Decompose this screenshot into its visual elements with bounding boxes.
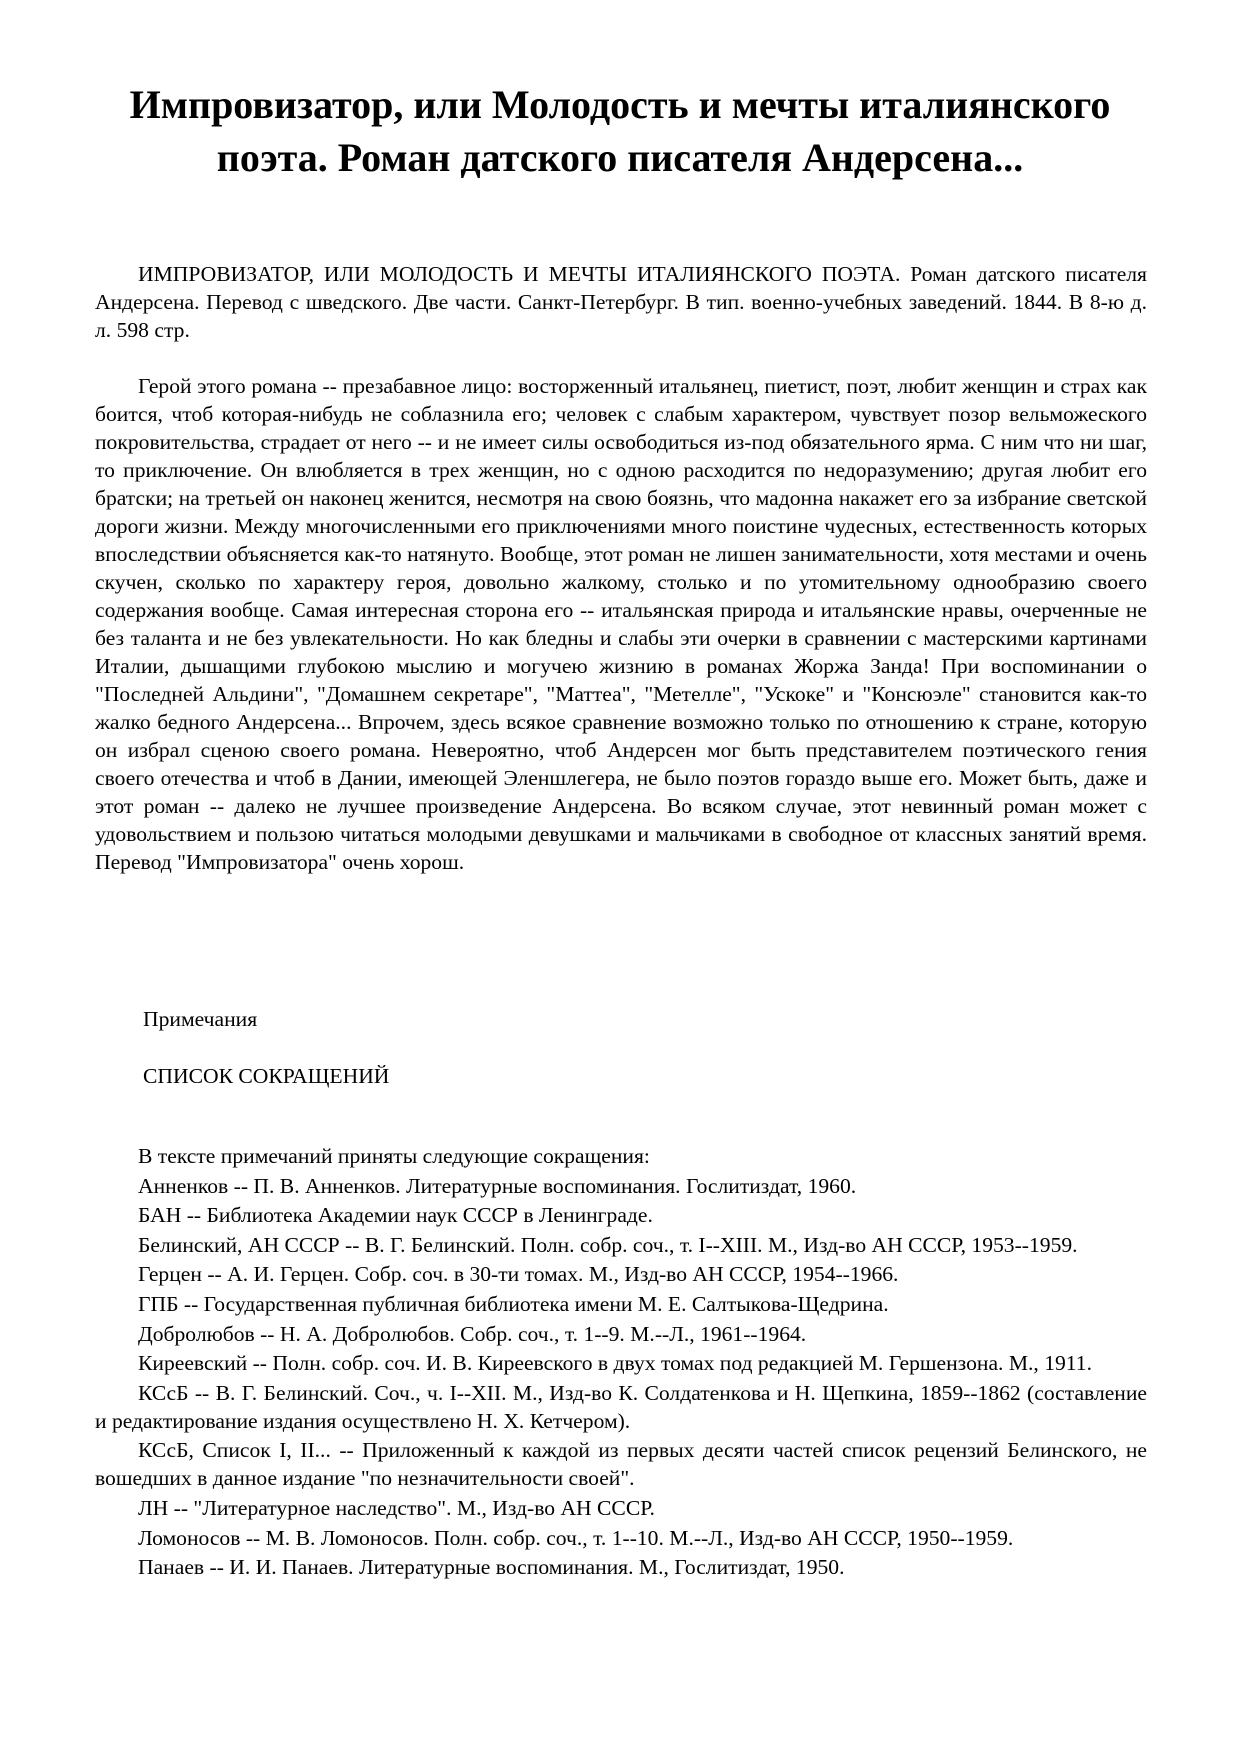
- abbreviation-entry: Ломоносов -- М. В. Ломоносов. Полн. собр. соч., т. 1--10. М.--Л., Изд-во АН СССР, 1950--1959.: [138, 1525, 1014, 1550]
- abbreviation-entry: Герцен -- А. И. Герцен. Собр. соч. в 30-ти томах. М., Изд-во АН СССР, 1954--1966.: [138, 1262, 899, 1287]
- abbreviation-entry: КСсБ -- В. Г. Белинский. Соч., ч. I--XII. М., Изд-во К. Солдатенкова и Н. Щепкина, 1859--1862 (составление и редактирование издания осуществлено Н. Х. Кетчером).: [95, 1380, 1147, 1433]
- abbreviation-entry: Киреевский -- Полн. собр. соч. И. В. Киреевского в двух томах под редакцией М. Гершензона. М., 1911.: [138, 1351, 1093, 1376]
- review-paragraph: Герой этого романа -- презабавное лицо: восторженный итальянец, пиетист, поэт, любит женщин и страх как боится, чтоб которая-нибудь не соблазнила его; человек с слабым характером, чувствует позор вельможеского покровительства, страдает от него -- и не имеет силы освободиться из-под обязательного ярма. С ним что ни шаг, то приключение. Он влюбляется в трех женщин, но с одною расходится по недоразумению; другая любит его братски; на третьей он наконец женится, несмотря на свою боязнь, что мадонна накажет его за избрание светской дороги жизни. Между многочисленными его приключениями много поистине чудесных, естественность которых впоследствии объясняется как-то натянуто. Вообще, этот роман не лишен занимательности, хотя местами и очень скучен, сколько по характеру героя, довольно жалкому, столько и по утомительному однообразию своего содержания вообще. Самая интересная сторона его -- итальянская природа и итальянские нравы, очерченные не без таланта и не без увлекательности. Но как бледны и слабы эти очерки в сравнении с мастерскими картинами Италии, дышащими глубокою мыслию и могучею жизнию в романах Жоржа Занда! При воспоминании о "Последней Альдини", "Домашнем секретаре", "Маттеа", "Метелле", "Ускоке" и "Консюэле" становится как-то жалко бедного Андерсена... Впрочем, здесь всякое сравнение возможно только по отношению к стране, которую он избрал сценою своего романа. Невероятно, чтоб Андерсен мог быть представителем поэтического гения своего отечества и чтоб в Дании, имеющей Эленшлегера, не было поэтов гораздо выше его. Может быть, даже и этот роман -- далеко не лучшее произведение Андерсена. Во всяком случае, этот невинный роман может с удовольствием и пользою читаться молодыми девушками и мальчиками в свободное от классных занятий время. Перевод "Импровизатора" очень хорош.: [95, 374, 1147, 874]
- abbreviation-entry: Панаев -- И. И. Панаев. Литературные воспоминания. М., Гослитиздат, 1950.: [138, 1555, 845, 1580]
- notes-heading: Примечания: [143, 1007, 258, 1031]
- page-title: Импровизатор, или Молодость и мечты италиянского поэта. Роман датского писателя Андерсена...: [129, 82, 1111, 180]
- abbreviation-entry: Анненков -- П. В. Анненков. Литературные воспоминания. Гослитиздат, 1960.: [138, 1173, 857, 1198]
- abbreviations-list: [95, 1142, 1147, 1583]
- abbreviation-entry: В тексте примечаний приняты следующие сокращения:: [138, 1144, 650, 1168]
- abbreviation-entry: ГПБ -- Государственная публичная библиотека имени М. Е. Салтыкова-Щедрина.: [138, 1291, 889, 1316]
- abbreviations-heading: СПИСОК СОКРАЩЕНИЙ: [143, 1064, 390, 1088]
- abbreviation-entry: Добролюбов -- Н. А. Добролюбов. Собр. соч., т. 1--9. М.--Л., 1961--1964.: [138, 1321, 807, 1346]
- intro-section: [95, 260, 1147, 344]
- abbreviation-entry: ЛН -- "Литературное наследство". М., Изд-во АН СССР.: [138, 1495, 655, 1520]
- abbreviation-entry: БАН -- Библиотека Академии наук СССР в Ленинграде.: [138, 1203, 653, 1228]
- intro-paragraph: ИМПРОВИЗАТОР, ИЛИ МОЛОДОСТЬ И МЕЧТЫ ИТАЛИЯНСКОГО ПОЭТА. Роман датского писателя Андерсена. Перевод с шведского. Две части. Санкт-Петербург. В тип. военно-учебных заведений. 1844. В 8-ю д. л. 598 стр.: [95, 262, 1147, 342]
- abbreviation-entry: КСсБ, Список I, II... -- Приложенный к каждой из первых десяти частей список рецензий Белинского, не вошедших в данное издание "по незначительности своей".: [95, 1438, 1147, 1491]
- abbreviation-entry: Белинский, АН СССР -- В. Г. Белинский. Полн. собр. соч., т. I--XIII. М., Изд-во АН СССР, 1953--1959.: [138, 1232, 1078, 1257]
- review-section: [95, 372, 1147, 876]
